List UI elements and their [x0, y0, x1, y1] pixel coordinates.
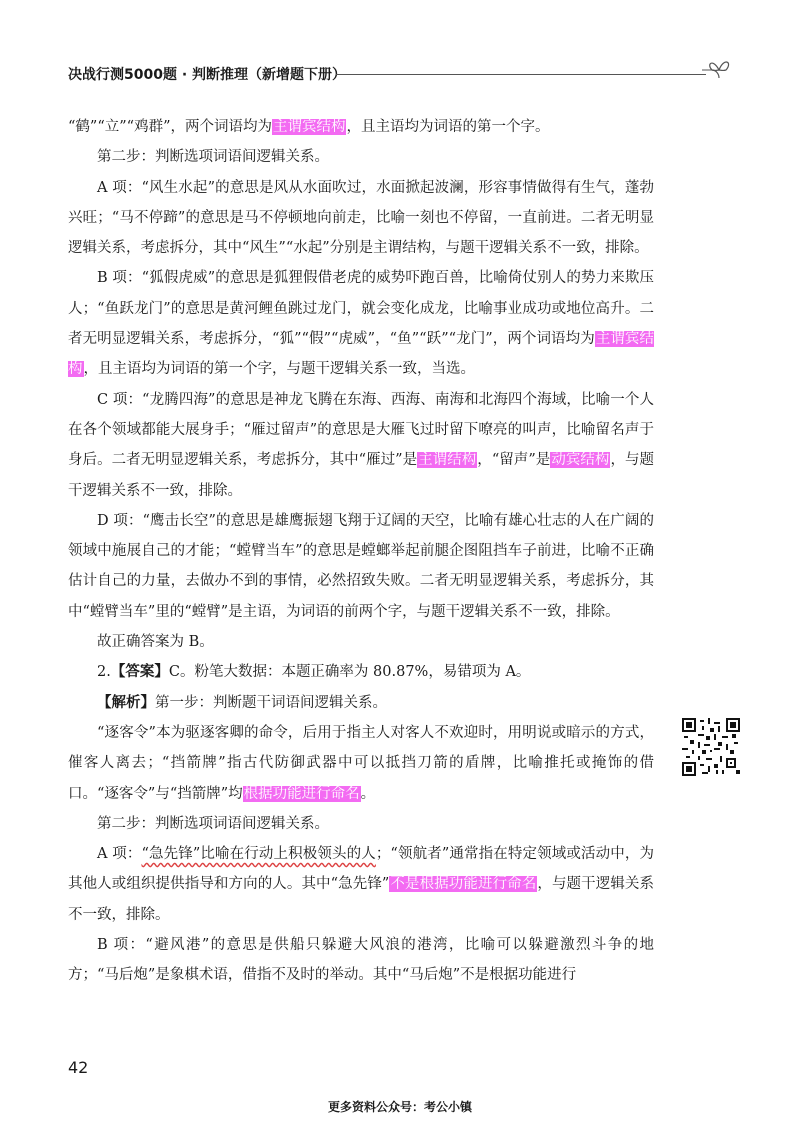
highlight-mark: 根据功能进行命名	[243, 785, 360, 802]
option-b-analysis: B 项：“避风港”的意思是供船只躲避大风浪的港湾，比喻可以躲避激烈斗争的地方；“马后炮”是象棋术语，借指不及时的举动。其中“马后炮”不是根据功能进行	[68, 937, 654, 984]
page-header	[68, 60, 736, 88]
paragraph: “鹤”“立”“鸡群”，两个词语均为主谓宾结构，且主语均为词语的第一个字。	[68, 119, 550, 135]
option-a-analysis: A 项：“急先锋”比喻在行动上积极领头的人；“领航者”通常指在特定领域或活动中，为其他人或组织提供指导和方向的人。其中“急先锋”不是根据功能进行命名，与题干逻辑关系不一致，排除。	[68, 846, 655, 923]
answer-label: 【答案】	[110, 663, 169, 681]
highlight-mark: 主谓结构	[418, 452, 477, 469]
wavy-underline-mark: “急先锋”比喻在行动上积极领头的人	[141, 846, 376, 863]
highlight-mark: 不是根据功能进行命名	[390, 876, 537, 893]
analysis-label: 【解析】	[97, 693, 155, 711]
page-number: 42	[68, 1058, 89, 1077]
correct-answer: 故正确答案为 B。	[97, 634, 214, 651]
analysis-line: 【解析】第一步：判断题干词语间逻辑关系。	[97, 693, 387, 711]
paragraph: “逐客令”本为驱逐客卿的命令，后用于指主人对客人不欢迎时，用明说或暗示的方式，催客人离去；“挡箭牌”指古代防御武器中可以抵挡刀箭的盾牌，比喻推托或掩饰的借口。“逐客令”与“挡箭牌”均根据功能进行命名。	[68, 724, 654, 802]
highlight-mark: 动宾结构	[551, 452, 610, 469]
option-a-analysis: A 项：“风生水起”的意思是风从水面吹过，水面掀起波澜，形容事情做得有生气，蓬勃兴旺；“马不停蹄”的意思是马不停顿地向前走，比喻一刻也不停留，一直前进。二者无明显逻辑关系，考虑拆分，其中“风生”“水起”分别是主谓结构，与题干逻辑关系不一致，排除。	[68, 179, 654, 257]
highlight-mark: 主谓宾结构	[272, 119, 346, 135]
header-title: 决战行测5000题 · 判断推理（新增题下册）	[68, 67, 347, 83]
header-rule	[336, 74, 706, 75]
option-c-analysis: C 项：“龙腾四海”的意思是神龙飞腾在东海、西海、南海和北海四个海域，比喻一个人在各个领域都能大展身手；“雁过留声”的意思是大雁飞过时留下嘹亮的叫声，比喻留名声于身后。二者无明显逻辑关系，考虑拆分，其中“雁过”是主谓结构，“留声”是动宾结构，与题干逻辑关系不一致，排除。	[68, 391, 655, 499]
option-d-analysis: D 项：“鹰击长空”的意思是雄鹰振翅飞翔于辽阔的天空，比喻有雄心壮志的人在广阔的领域中施展自己的才能；“螳臂当车”的意思是螳螂举起前腿企图阻挡车子前进，比喻不正确估计自己的力量，去做办不到的事情，必然招致失败。二者无明显逻辑关系，考虑拆分，其中“螳臂当车”里的“螳臂”是主语，为词语的前两个字，与题干逻辑关系不一致，排除。	[68, 512, 654, 620]
sprout-icon	[702, 54, 736, 84]
option-b-analysis: B 项：“狐假虎威”的意思是狐狸假借老虎的威势吓跑百兽，比喻倚仗别人的势力来欺压人；“鱼跃龙门”的意思是黄河鲤鱼跳过龙门，就会变化成龙，比喻事业成功或地位高升。二者无明显逻辑关系，考虑拆分，“狐”“假”“虎威”，“鱼”“跃”“龙门”，两个词语均为主谓宾结构，且主语均为词语的第一个字，与题干逻辑关系一致，当选。	[68, 270, 655, 378]
footer-note: 更多资料公众号：考公小镇	[327, 1100, 472, 1114]
highlight-mark: 主谓宾结构	[68, 331, 655, 378]
qr-code-icon	[682, 718, 740, 776]
answer-line: 2.【答案】C。粉笔大数据：本题正确率为 80.87%，易错项为 A。	[97, 663, 531, 681]
paragraph: 第二步：判断选项词语间逻辑关系。	[97, 815, 329, 832]
answer-explanation	[68, 112, 654, 991]
paragraph: 第二步：判断选项词语间逻辑关系。	[97, 149, 329, 166]
